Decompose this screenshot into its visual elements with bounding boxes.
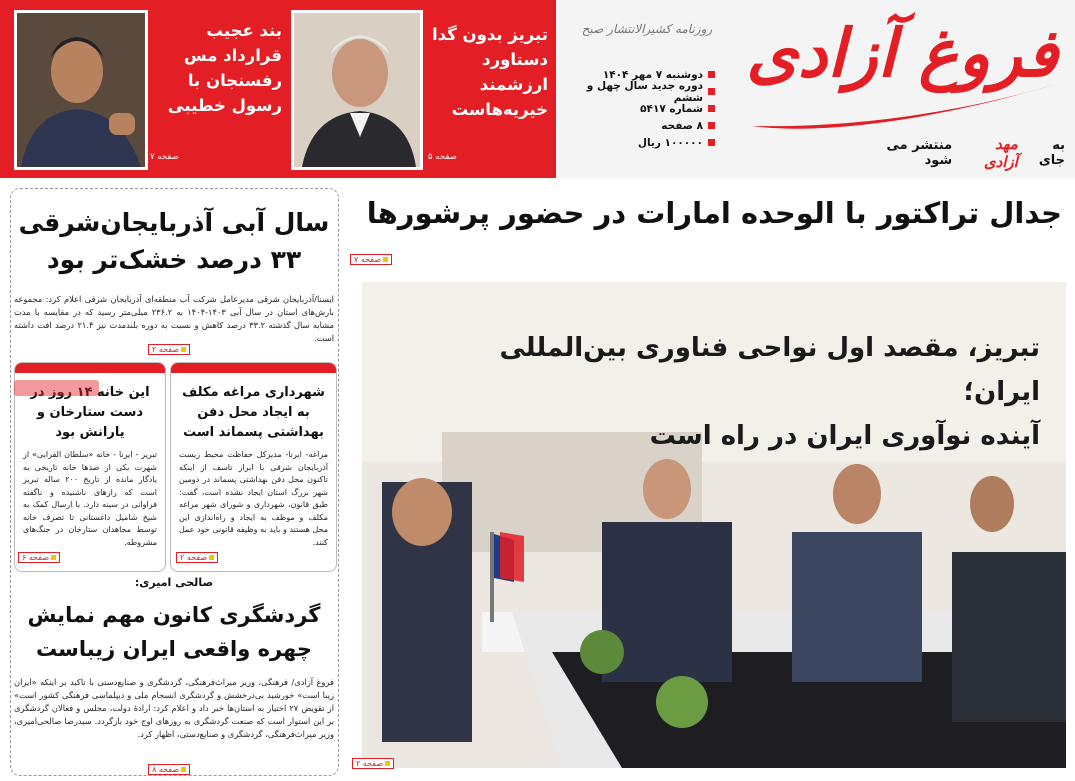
tag-dot-icon xyxy=(51,555,56,560)
main-headline[interactable]: جدال تراکتور با الوحده امارات در حضور پرشورها xyxy=(366,196,1062,230)
tag-dot-icon xyxy=(209,555,214,560)
logo-text: فروغ آزادی xyxy=(746,14,1058,92)
newspaper-logo[interactable] xyxy=(744,8,1064,138)
issue-number: شماره ۵۴۱۷ xyxy=(565,100,715,117)
tag-dot-icon xyxy=(181,347,186,352)
box-red-strip xyxy=(15,363,165,373)
tourism-kicker: صالحی امیری: xyxy=(134,576,214,589)
bullet-icon xyxy=(708,88,715,95)
tag-dot-icon xyxy=(181,767,186,772)
portrait-coach-icon xyxy=(17,13,145,167)
bullet-icon xyxy=(708,139,715,146)
bullet-icon xyxy=(708,105,715,112)
logo-swoosh-icon xyxy=(744,78,1064,138)
teaser-contract-headline[interactable]: بند عجیب قرارداد مس رفسنجان با رسول خطیبی xyxy=(167,21,282,115)
issue-pages: ۸ صفحه xyxy=(565,117,715,134)
teaser-coach-photo[interactable] xyxy=(14,10,148,170)
issue-info xyxy=(565,66,715,151)
tagline-pre: به جای xyxy=(1038,138,1065,168)
maragheh-body: مراغه- ایرنا- مدیرکل حفاظت محیط زیست آذربایجان شرقی با ابراز تاسف از اینکه تاکنون محل دفن بهداشتی پسماند در دومین شهر بزرگ استان ایجاد نشده است، گفت: طبق قانون، شهرداری و شورای شهر مراغه مکلف و موظف به ایجاد و راه‌اندازی این محل هستند و باید به وظیفه قانونی خود عمل کنند. xyxy=(179,450,328,547)
main-photo[interactable] xyxy=(362,282,1066,768)
bullet-icon xyxy=(708,71,715,78)
main-photo-title-line-2: آینده نوآوری ایران در راه است xyxy=(649,421,1040,451)
issue-period: دوره جدید سال چهل و ششم xyxy=(565,83,715,100)
tourism-body: فروغ آزادی/ فرهنگی، وزیر میراث‌فرهنگی، گردشگری و صنایع‌دستی با تاکید بر اینکه «ایران زیبا است» خورشید بی‌درخشش و گردشگری انسجام ملی و دیپلماسی فرهنگی کشور است» از تقویض ۲۷ اختیار به استان‌ها خبر داد و اعلام کرد: ارادهٔ دولت، مجلس و فعالان گردشگری بر این استوار است که صنعت گردشگری به روزهای اوج خود بازگردد. سیدرضا صالحی‌امیری، وزیر میراث‌فرهنگی، گردشگری و صنایع‌دستی، اظهار کرد. xyxy=(14,677,334,739)
teaser-tabriz-headline[interactable]: تبریز بدون گدا دستاورد ارزشمند خیریه‌هاست xyxy=(432,25,548,119)
tourism-headline[interactable]: گردشگری کانون مهم نمایش چهره واقعی ایران زیباست xyxy=(27,603,321,661)
bullet-icon xyxy=(708,122,715,129)
box-red-strip xyxy=(171,363,336,373)
main-photo-title-line-1: تبریز، مقصد اول نواحی فناوری بین‌المللی ایران؛ xyxy=(499,333,1040,407)
historic-house-body: تبریز - ایرنا - خانه «سلطان القرایی» از شهرت یکی از صدها خانه تاریخی به یادگار مانده از تاریخ ۲۰۰ ساله تبریز است که رازهای ناشنیده و ناگفته فراوانی در سینه دارد. با ارسال کمک به شیخ شامیل داغستانی تا تصرف خانه توسط مجاهدان ستارخان در جنگ‌های مشروطه. xyxy=(23,450,157,547)
water-year-page-tag: صفحه ۲ xyxy=(148,344,190,355)
daily-label: روزنامه کشیرالانتشار صبح xyxy=(581,22,713,36)
water-year-body: ایسنا/آذربایجان شرقی مدیرعامل شرکت آب منطقه‌ای آذربایجان شرقی اعلام کرد: مجموعه بارش‌های استان در سال آبی ۱۴۰۳-۱۴۰۴ به ۲۳۶.۲ میلی‌متر رسید که در مقایسه با مدت مشابه سال گذشته ۳۳.۲ درصد کاهش و نسبت به دوره بلندمدت نیز ۲۱.۴ درصد افت داشته است. xyxy=(14,294,334,343)
main-headline-page-tag: صفحه ۷ xyxy=(350,254,392,265)
historic-house-page-tag: صفحه ۶ xyxy=(18,552,60,563)
teaser-tabriz-page: صفحه ۵ xyxy=(428,152,457,162)
maragheh-headline: شهرداری مراغه مکلف به ایجاد محل دفن بهداشتی پسماند است xyxy=(182,385,325,440)
teaser-coach-page: صفحه ۷ xyxy=(150,152,179,162)
issue-price: ۱۰۰۰۰۰ ریال xyxy=(565,134,715,151)
maragheh-page-tag: صفحه ۲ xyxy=(176,552,218,563)
main-photo-page-tag: صفحه ۲ xyxy=(352,758,394,769)
historic-house-headline: این خانه ۱۴ روز در دست ستارخان و یارانش بود xyxy=(30,385,150,440)
issue-date: دوشنبه ۷ مهر ۱۴۰۴ xyxy=(565,66,715,83)
main-photo-title xyxy=(420,326,1040,458)
maragheh-news-box[interactable] xyxy=(170,362,337,572)
tagline-post: منتشر می شود xyxy=(886,138,953,168)
tourism-page-tag: صفحه ۸ xyxy=(148,764,190,775)
tagline-brand: مهد آزادی xyxy=(983,135,1018,171)
box-label-strip xyxy=(14,380,99,396)
masthead-tagline xyxy=(855,135,1065,171)
water-year-headline[interactable]: سال آبی آذربایجان‌شرقی ۳۳ درصد خشک‌تر بود xyxy=(18,208,330,274)
tag-dot-icon xyxy=(383,257,388,262)
portrait-man-icon xyxy=(294,13,420,167)
teaser-tabriz-photo[interactable] xyxy=(291,10,423,170)
tag-dot-icon xyxy=(385,761,390,766)
